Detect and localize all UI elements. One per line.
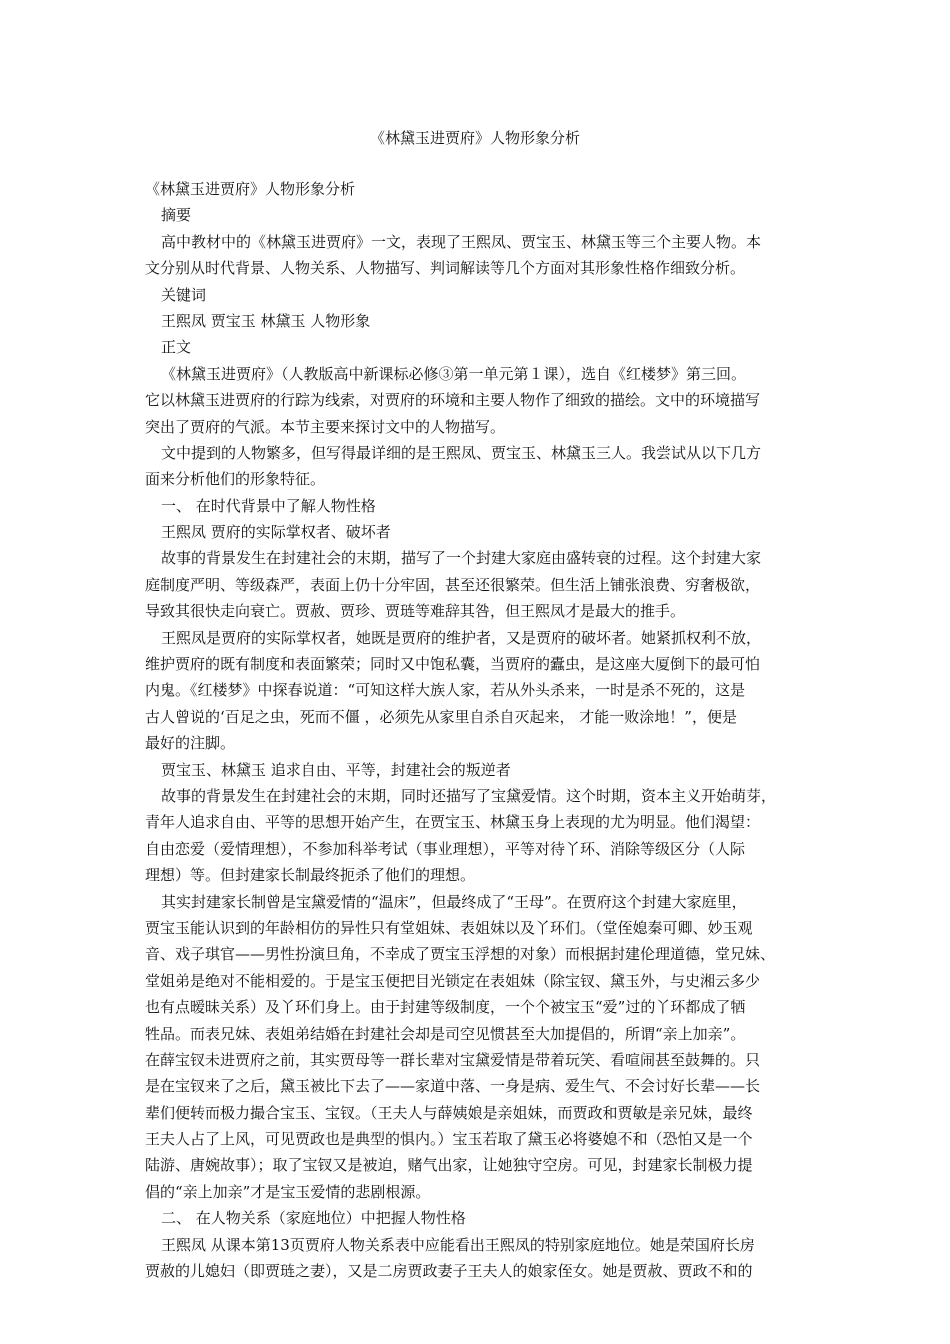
- text-line: 《林黛玉进贾府》人物形象分析: [145, 180, 356, 198]
- text-line: 王熙凤是贾府的实际掌权者，她既是贾府的维护者，又是贾府的破坏者。她紧抓权利不放，: [161, 628, 762, 647]
- text-line: 故事的背景发生在封建社会的末期，同时还描写了宝黛爱情。这个时期，资本主义开始萌芽，: [161, 786, 777, 805]
- text-line: 古人曾说的‘百足之虫，死而不僵 ，必须先从家里自杀自灭起来， 才能一败涂地！”，便是: [145, 707, 737, 726]
- text-line: 自由恋爱（爱情理想），不参加科举考试（事业理想），平等对待丫环、消除等级区分（人际: [145, 839, 746, 858]
- text-line: 在薛宝钗未进贾府之前，其实贾母等一群长辈对宝黛爱情是带着玩笑、看喧闹甚至鼓舞的。只: [145, 1050, 761, 1069]
- text-line: 故事的背景发生在封建社会的末期，描写了一个封建大家庭由盛转衰的过程。这个封建大家: [161, 549, 762, 568]
- text-line: 贾宝玉、林黛玉 追求自由、平等，封建社会的叛逆者: [161, 760, 511, 779]
- text-line: 贾赦的儿媳妇（即贾琏之妻），又是二房贾政妻子王夫人的娘家侄女。她是贾赦、贾政不和的: [145, 1262, 753, 1281]
- text-line: 王熙凤 从课本第13页贾府人物关系表中应能看出王熙凤的特别家庭地位。她是荣国府长房: [161, 1235, 755, 1254]
- text-line: 王熙凤 贾宝玉 林黛玉 人物形象: [161, 311, 371, 330]
- text-line: 高中教材中的《林黛玉进贾府》一文，表现了王熙凤、贾宝玉、林黛玉等三个主要人物。本: [161, 232, 762, 251]
- text-line: 王熙凤 贾府的实际掌权者、破坏者: [161, 523, 391, 542]
- text-line: 青年人追求自由、平等的思想开始产生，在贾宝玉、林黛玉身上表现的尤为明显。他们渴望：: [145, 813, 761, 832]
- text-line: 辈们便转而极力撮合宝玉、宝钗。（王夫人与薛姨娘是亲姐妹，而贾政和贾敏是亲兄妹，最终: [145, 1103, 753, 1122]
- text-line: 一、 在时代背景中了解人物性格: [161, 496, 376, 515]
- text-line: 关键词: [161, 285, 207, 304]
- text-line: 文分别从时代背景、人物关系、人物描写、判词解读等几个方面对其形象性格作细致分析。: [145, 259, 746, 278]
- text-line: 导致其很快走向衰亡。贾赦、贾珍、贾琏等难辞其咎，但王熙凤才是最大的推手。: [145, 602, 686, 621]
- text-line: 二、 在人物关系（家庭地位）中把握人物性格: [161, 1209, 466, 1228]
- text-line: 面来分析他们的形象特征。: [145, 470, 326, 489]
- text-line: 摘要: [161, 206, 192, 225]
- text-line: 堂姐弟是绝对不能相爱的。于是宝玉便把目光锁定在表姐妹（除宝钗、黛玉外，与史湘云多少: [145, 971, 761, 990]
- text-line: 《林黛玉进贾府》（人教版高中新课标必修③第一单元第１课），选自《红楼梦》第三回。: [161, 364, 747, 383]
- text-line: 突出了贾府的气派。本节主要来探讨文中的人物描写。: [145, 417, 506, 436]
- text-line: 正文: [161, 338, 192, 357]
- text-line: 也有点暧昧关系）及丫环们身上。由于封建等级制度，一个个被宝玉“爱”过的丫环都成了牺: [145, 998, 746, 1017]
- text-line: 贾宝玉能认识到的年龄相仿的异性只有堂姐妹、表姐妹以及丫环们。（堂侄媳秦可卿、妙玉观: [145, 918, 753, 937]
- text-line: 最好的注脚。: [145, 734, 236, 753]
- page-title: 《林黛玉进贾府》人物形象分析: [369, 129, 580, 147]
- text-line: 音、戏子琪官——男性扮演旦角，不幸成了贾宝玉浮想的对象）而根据封建伦理道德，堂兄妹、: [145, 945, 776, 964]
- text-line: 倡的“亲上加亲”才是宝玉爱情的悲剧根源。: [145, 1182, 431, 1201]
- text-line: 文中提到的人物繁多，但写得最详细的是王熙凤、贾宝玉、林黛玉三人。我尝试从以下几方: [161, 443, 762, 462]
- document-body: [145, 176, 805, 1284]
- text-line: 是在宝钗来了之后，黛玉被比下去了——家道中落、一身是病、爱生气、不会讨好长辈——长: [145, 1077, 761, 1096]
- text-line: 其实封建家长制曾是宝黛爱情的“温床”，但最终成了“王母”。在贾府这个封建大家庭里，: [161, 892, 747, 911]
- text-line: 牲品。而表兄妹、表姐弟结婚在封建社会却是司空见惯甚至大加提倡的，所谓“亲上加亲”。: [145, 1024, 746, 1043]
- text-line: 理想）等。但封建家长制最终扼杀了他们的理想。: [145, 866, 476, 885]
- text-line: 陆游、唐婉故事）；取了宝钗又是被迫，赌气出家，让她独守空房。可见，封建家长制极力提: [145, 1156, 753, 1175]
- text-line: 庭制度严明、等级森严，表面上仍十分牢固，甚至还很繁荣。但生活上铺张浪费、穷奢极欲，: [145, 575, 761, 594]
- text-line: 维护贾府的既有制度和表面繁荣；同时又中饱私囊，当贾府的蠹虫，是这座大厦倒下的最可怕: [145, 655, 761, 674]
- text-line: 它以林黛玉进贾府的行踪为线索，对贾府的环境和主要人物作了细致的描绘。文中的环境描写: [145, 391, 761, 410]
- text-line: 内鬼。《红楼梦》中探春说道：“可知这样大族人家，若从外头杀来，一时是杀不死的，这是: [145, 681, 746, 700]
- text-line: 王夫人占了上风，可见贾政也是典型的惧内。）宝玉若取了黛玉必将婆媳不和（恐怕又是一个: [145, 1130, 753, 1149]
